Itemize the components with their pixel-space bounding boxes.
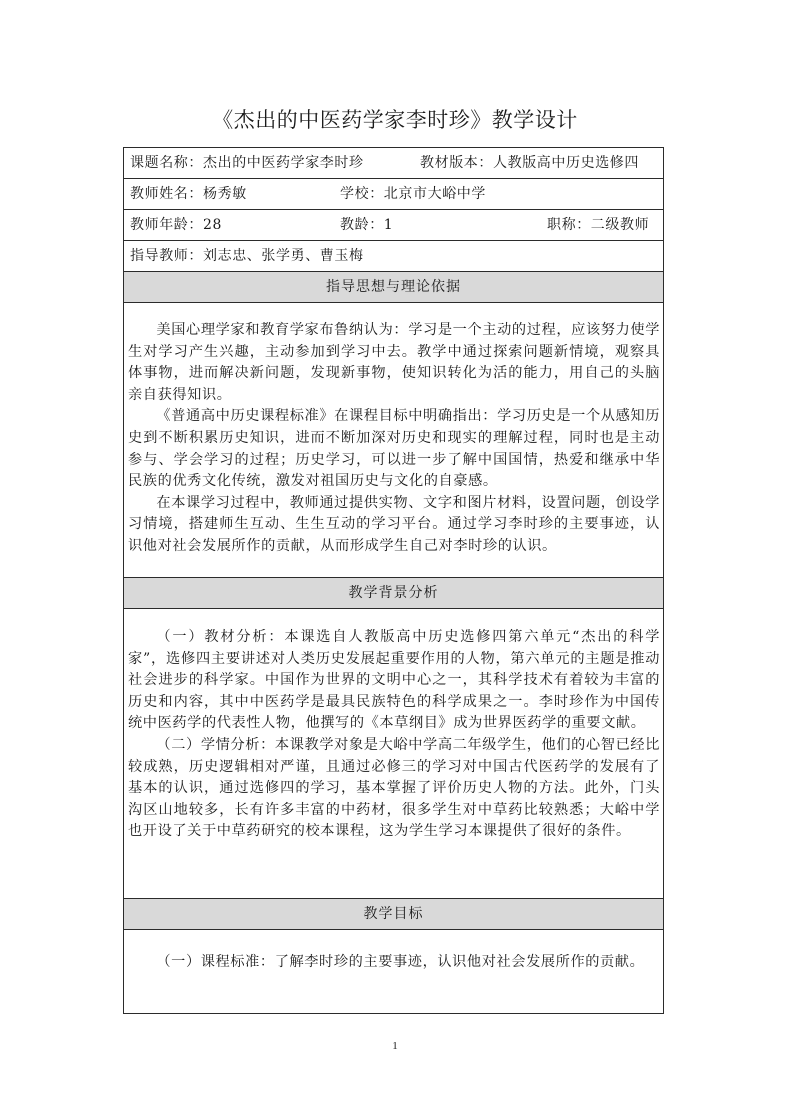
section-body-objectives	[124, 930, 663, 1013]
paragraph: （二）学情分析：本课教学对象是大峪中学高二年级学生，他们的心智已经比较成熟，历史逻辑相对严谨，且通过必修三的学习对中国古代医药学的发展有了基本的认识，通过选修四的学习，基本掌握了评价历史人物的方法。此外，门头沟区山地较多，长有许多丰富的中药材，很多学生对中草药比较熟悉；大峪中学也开设了关于中草药研究的校本课程，这为学生学习本课提供了很好的条件。	[128, 736, 660, 840]
row-advisors	[124, 241, 663, 272]
section-body-background	[124, 609, 663, 899]
textbook-version: 教材版本：人教版高中历史选修四	[420, 155, 639, 171]
advisors: 指导教师：刘志忠、张学勇、曹玉梅	[130, 248, 364, 264]
section-heading-guiding-ideas: 指导思想与理论依据	[124, 272, 663, 303]
section-body-guiding-ideas	[124, 303, 663, 578]
row-teacher-info	[124, 179, 663, 210]
title-rank: 职称：二级教师	[547, 217, 650, 233]
paragraph: 在本课学习过程中，教师通过提供实物、文字和图片材料，设置问题，创设学习情境，搭建师生互动、生生互动的学习平台。通过学习李时珍的主要事迹，认识他对社会发展所作的贡献，从而形成学生自己对李时珍的认识。	[128, 494, 660, 554]
teaching-years: 教龄：1	[340, 217, 394, 233]
section-heading-background: 教学背景分析	[124, 578, 663, 609]
paragraph: （一）教材分析：本课选自人教版高中历史选修四第六单元“杰出的科学家”，选修四主要讲述对人类历史发展起重要作用的人物，第六单元的主题是推动社会进步的科学家。中国作为世界的文明中心之一，其科学技术有着较为丰富的历史和内容，其中中医药学是最具民族特色的科学成果之一。李时珍作为中国传统中医药学的代表性人物，他撰写的《本草纲目》成为世界医药学的重要文献。	[128, 629, 660, 732]
paragraph: 《普通高中历史课程标准》在课程目标中明确指出：学习历史是一个从感知历史到不断积累历史知识，进而不断加深对历史和现实的理解过程，同时也是主动参与、学会学习的过程；历史学习，可以进一步了解中国国情，热爱和继承中华民族的优秀文化传统，激发对祖国历史与文化的自豪感。	[128, 408, 660, 490]
lesson-plan-table	[123, 147, 664, 1014]
row-course-info	[124, 148, 663, 179]
page-number: 1	[392, 1040, 398, 1052]
paragraph: （一）课程标准：了解李时珍的主要事迹，认识他对社会发展所作的贡献。	[156, 954, 645, 970]
section-heading-objectives: 教学目标	[124, 899, 663, 930]
school-name: 学校：北京市大峪中学	[340, 186, 486, 202]
teacher-name: 教师姓名：杨秀敏	[130, 186, 247, 202]
teacher-age: 教师年龄：28	[130, 217, 223, 233]
document-title: 《杰出的中医药学家李时珍》教学设计	[212, 108, 578, 132]
paragraph: 美国心理学家和教育学家布鲁纳认为：学习是一个主动的过程，应该努力使学生对学习产生兴趣，主动参加到学习中去。教学中通过探索问题新情境，观察具体事物，进而解决新问题，发现新事物，使知识转化为活的能力，用自己的头脑亲自获得知识。	[128, 322, 660, 403]
course-name: 课题名称：杰出的中医药学家李时珍	[130, 155, 364, 171]
row-teacher-details	[124, 210, 663, 241]
